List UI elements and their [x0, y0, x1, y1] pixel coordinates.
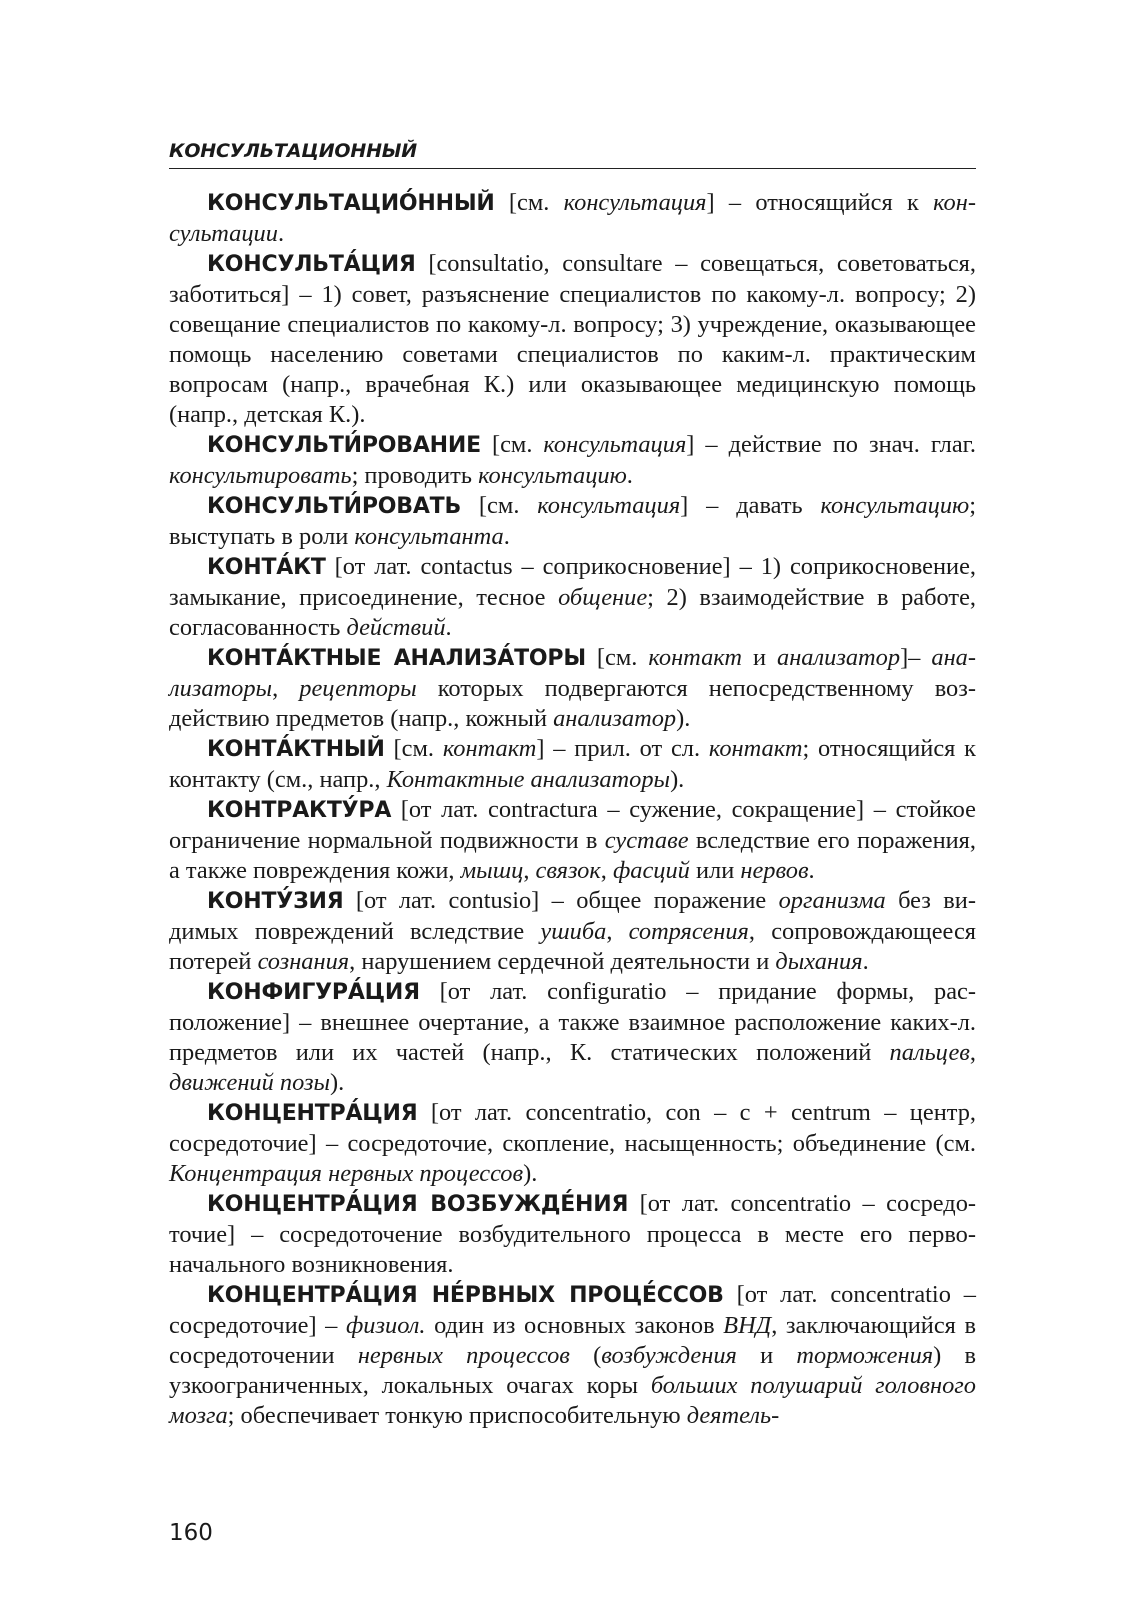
entry-text: ,	[272, 675, 300, 702]
dictionary-entry	[169, 430, 976, 491]
entry-italic-term: контакт	[648, 644, 742, 671]
entry-italic-term: мышц	[460, 857, 524, 884]
entry-text: , сопровождающееся потерей	[169, 918, 976, 975]
entry-text: ] – действие по знач. глаг.	[686, 431, 976, 458]
entry-italic-term: пальцев	[889, 1039, 970, 1066]
entry-italic-term: сознания	[257, 948, 350, 975]
entry-italic-term: консультация	[563, 189, 707, 216]
entry-text: , заключающийся в сосредоточении	[169, 1312, 976, 1369]
entry-text: [от лат. contusio] – общее поражение	[343, 887, 779, 914]
entry-text: .	[626, 462, 633, 489]
dictionary-entry	[169, 1189, 976, 1280]
entry-text: .	[808, 857, 815, 884]
entry-italic-term: связок	[535, 857, 601, 884]
entry-italic-term: сотрясения	[628, 918, 749, 945]
dictionary-entry	[169, 1280, 976, 1431]
entry-italic-term: контакт	[708, 735, 803, 762]
entry-text: ; проводить	[351, 462, 479, 489]
entry-italic-term: консультанта	[354, 523, 504, 550]
entry-text: [см.	[384, 735, 443, 762]
entry-italic-term: рецепторы	[299, 675, 417, 702]
entry-text: ,	[969, 1039, 976, 1066]
entry-text: .	[277, 220, 285, 247]
entry-text: ] – прил. от сл.	[536, 735, 709, 762]
entry-italic-term: консультацию	[820, 492, 970, 519]
entry-headword: КОНФИГУРА́ЦИЯ	[207, 980, 420, 1005]
page-number: 160	[169, 1520, 213, 1546]
dictionary-entry	[169, 1098, 976, 1189]
entry-headword: КОНЦЕНТРА́ЦИЯ	[207, 1101, 418, 1126]
entry-headword: КОНТА́КТНЫЕ АНАЛИЗА́ТОРЫ	[207, 646, 586, 671]
dictionary-entries	[169, 188, 976, 1431]
entry-text: ] – относящийся к	[706, 189, 934, 216]
entry-text: без видимых повреждений вследствие	[169, 887, 976, 945]
entry-italic-term: ВНД	[723, 1312, 772, 1339]
entry-text: ; относящийся к контакту (см., напр.,	[169, 735, 976, 793]
dictionary-entry	[169, 249, 976, 430]
entry-text: ).	[523, 1160, 538, 1187]
entry-text: или	[689, 857, 741, 884]
entry-text: (	[569, 1342, 602, 1369]
entry-italic-term: нервов	[740, 857, 809, 884]
entry-headword: КОНСУЛЬТИ́РОВАНИЕ	[207, 433, 481, 458]
entry-text: [от лат. configuratio – придание формы, расположение] – внешнее очертание, а также взаимное расположение каких-л. предметов или их частей (напр., К. статических положений	[169, 978, 976, 1066]
entry-text: которых подвергаются непосредственному воздействию предметов (напр., кожный	[169, 675, 976, 732]
entry-text: и	[741, 644, 778, 671]
dictionary-entry	[169, 188, 976, 249]
entry-text: ).	[676, 705, 691, 732]
entry-headword: КОНТА́КТНЫЙ	[207, 737, 385, 762]
running-head: КОНСУЛЬТАЦИОННЫЙ	[169, 140, 976, 169]
entry-italic-term: консультировать	[169, 462, 352, 489]
entry-text: один из основных законов	[425, 1312, 724, 1339]
entry-italic-term: консультацию	[478, 462, 627, 489]
dictionary-entry	[169, 795, 976, 886]
entry-italic-term: движений позы	[169, 1069, 331, 1096]
entry-text: ).	[670, 766, 685, 793]
entry-headword: КОНСУЛЬТА́ЦИЯ	[207, 252, 416, 277]
entry-text: [от лат. concentratio, con – с + centrum – центр, сосредоточие] – сосредоточие, скопление, насыщенность; объединение (см.	[169, 1099, 976, 1157]
dictionary-entry	[169, 491, 976, 552]
entry-text: ]–	[900, 644, 932, 671]
entry-headword: КОНТРАКТУ́РА	[207, 798, 392, 823]
entry-text: ] – давать	[680, 492, 821, 519]
entry-text: .	[862, 948, 869, 975]
entry-text: вследствие его поражения, а также повреждения кожи,	[169, 827, 976, 884]
entry-text: [от лат. contactus – соприкосновение] – 1) соприкосновение, замыкание, присоединение, тесное	[169, 553, 976, 611]
dictionary-entry	[169, 643, 976, 734]
entry-italic-term: торможения	[796, 1342, 934, 1369]
entry-italic-term: деятель-	[686, 1402, 780, 1429]
entry-text: [см.	[494, 189, 564, 216]
dictionary-entry	[169, 552, 976, 643]
entry-italic-term: фасций	[612, 857, 690, 884]
entry-italic-term: ушиба	[540, 918, 607, 945]
entry-text: [см.	[461, 492, 538, 519]
entry-headword: КОНТУ́ЗИЯ	[207, 889, 344, 914]
entry-headword: КОНСУЛЬТАЦИО́ННЫЙ	[207, 191, 495, 216]
entry-text: .	[445, 614, 452, 641]
entry-italic-term: нервных процессов	[357, 1342, 570, 1369]
entry-text: ,	[523, 857, 536, 884]
entry-text: , нарушением сердечной деятельности и	[349, 948, 776, 975]
entry-text: ; 2) взаимодействие в работе, согласованность	[169, 584, 976, 641]
entry-italic-term: анализаторы	[169, 644, 976, 702]
entry-italic-term: консультация	[543, 431, 687, 458]
entry-italic-term: организма	[778, 887, 886, 914]
entry-headword: КОНЦЕНТРА́ЦИЯ ВОЗБУЖДЕ́НИЯ	[207, 1192, 629, 1217]
entry-text: [consultatio, consultare – совещаться, советоваться, заботиться] – 1) совет, разъяснение специалистов по какому-л. вопросу; 2) совещание специалистов по какому-л. вопросу; 3) учреждение, оказывающее помощь населению советами специалистов по каким-л. практическим вопросам (напр., врачебная К.) или оказывающее медицинскую помощь (напр., детская К.).	[169, 250, 976, 428]
entry-text: и	[736, 1342, 797, 1369]
entry-text: [от лат. concentratio – сосредоточие] – сосредоточение возбудительного процесса в месте его первоначального возникновения.	[169, 1190, 977, 1278]
entry-text: ,	[600, 857, 613, 884]
entry-text: ; обеспечивает тонкую приспособительную	[227, 1402, 687, 1429]
entry-italic-term: контакт	[442, 735, 537, 762]
entry-text: [от лат. contractura – сужение, сокращение] – стойкое ограничение нормальной подвижности в	[169, 796, 976, 854]
entry-italic-term: консультация	[537, 492, 681, 519]
entry-text: ,	[606, 918, 629, 945]
entry-italic-term: Концентрация нервных процессов	[169, 1160, 524, 1187]
dictionary-entry	[169, 734, 976, 795]
entry-text: .	[503, 523, 510, 550]
entry-headword: КОНЦЕНТРА́ЦИЯ НЕ́РВНЫХ ПРОЦЕ́ССОВ	[207, 1283, 724, 1308]
dictionary-entry	[169, 886, 976, 977]
entry-italic-term: дыхания	[775, 948, 863, 975]
entry-italic-term: возбуждения	[601, 1342, 737, 1369]
entry-italic-term: Контактные анализаторы	[386, 766, 671, 793]
entry-text: ) в узкоограниченных, локальных очагах коры	[169, 1342, 976, 1399]
entry-text: [см.	[585, 644, 649, 671]
entry-italic-term: действий	[346, 614, 446, 641]
entry-italic-term: общение	[558, 584, 648, 611]
entry-headword: КОНТА́КТ	[207, 555, 326, 580]
entry-italic-term: консультации	[169, 189, 976, 247]
dictionary-entry	[169, 977, 976, 1098]
entry-italic-term: больших полушарий головного мозга	[169, 1372, 976, 1429]
entry-italic-term: физиол.	[345, 1312, 426, 1339]
entry-headword: КОНСУЛЬТИ́РОВАТЬ	[207, 494, 462, 519]
entry-text: ).	[330, 1069, 345, 1096]
entry-text: [см.	[480, 431, 544, 458]
entry-italic-term: суставе	[604, 827, 689, 854]
entry-text: [от лат. concentratio – сосредоточие] –	[169, 1281, 976, 1339]
entry-italic-term: анализатор	[553, 705, 677, 732]
entry-italic-term: анализатор	[777, 644, 901, 671]
entry-text: ; выступать в роли	[169, 492, 976, 550]
